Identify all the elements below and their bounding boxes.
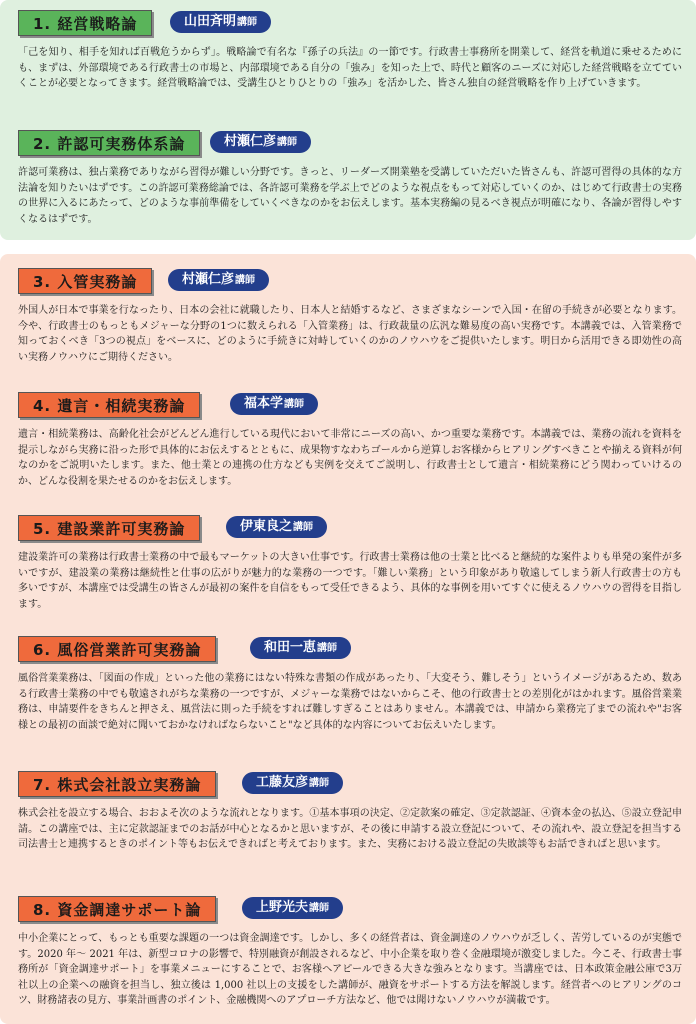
section-title: 6. 風俗営業許可実務論: [18, 636, 216, 662]
section-8: [18, 896, 682, 1009]
section-4: [18, 392, 682, 489]
lecturer-badge: [242, 772, 343, 794]
section-title: 8. 資金調達サポート論: [18, 896, 216, 922]
section-body: 建設業許可の業務は行政書士業務の中で最もマーケットの大きい仕事です。行政書士業務は他の士業と比べると継続的な案件よりも単発の案件が多いですが、建設業の業務は継続性と仕事の広がりが魅力的な業務の一つです。「難しい業務」という印象があり敬遠してしまう新人行政書士の方も多いですが、本講座では受講生の皆さんが最初の案件を自信をもって受任できるよう、具体的な事例を用いてすぐに使えるノウハウの習得を目指します。: [18, 552, 682, 610]
lecturer-suffix: 講師: [284, 399, 305, 410]
section-3: [18, 268, 682, 365]
section-body: 遺言・相続業務は、高齢化社会がどんどん進行している現代において非常にニーズの高い、かつ重要な業務です。本講義では、業務の流れを資料を提示しながら実務に沿った形で具体的にお伝えするとともに、成果物すなわちゴールから逆算しお客様からヒアリングすべきことや揃える資料が何なのかをご説明いたします。また、他士業との連携の仕方なども実例を交えてご説明し、行政書士として遺言・相続業務にどう関わっていけるのか、どんな役割を果たせるのかをお伝えします。: [18, 429, 682, 487]
lecturer-badge: [250, 637, 351, 659]
section-1: [18, 10, 682, 92]
lecturer-name: 伊東良之: [240, 519, 293, 534]
section-body: 中小企業にとって、もっとも重要な課題の一つは資金調達です。しかし、多くの経営者は、資金調達のノウハウが乏しく、苦労しているのが実態です。2020 年～ 2021 年は、新型コロナの影響で、特別融資が創設されるなど、中小企業を取り巻く金融環境が激変しました。今こそ、行政書士事務所が「資金調達サポート」を事業メニューにすることで、お客様へアピールできる大きな強みとなります。当講座では、日本政策金融公庫で3万社以上の企業への融資を担当し、独立後は 1,000 社以上の支援をした講師が、融資をサポートする方法を解説します。経営者へのヒアリングのコツ、財務諸表の見方、事業計画書のポイント、金融機関へのアプローチ方法など、他では聞けないノウハウが満載です。: [18, 933, 682, 1006]
lecturer-name: 村瀬仁彦: [224, 134, 277, 149]
section-2: [18, 130, 682, 227]
section-body: 株式会社を設立する場合、おおよそ次のような流れとなります。①基本事項の決定、②定款案の確定、③定款認証、④資本金の払込、⑤設立登記申請。この講座では、主に定款認証までのお話が中心となるかと思いますが、その後に申請する設立登記について、その流れや、設立登記を担当する司法書士と連携するときのポイント等もお伝えできればと考えております。また、実務における設立登記の失敗談等もお話できればと思います。: [18, 808, 682, 850]
section-title: 3. 入管実務論: [18, 268, 152, 294]
lecturer-badge: [168, 269, 269, 291]
lecturer-suffix: 講師: [237, 17, 258, 28]
section-title: 4. 遺言・相続実務論: [18, 392, 200, 418]
lecturer-badge: [226, 516, 327, 538]
section-body: 許認可業務は、独占業務でありながら習得が難しい分野です。きっと、リーダーズ開業塾を受講していただいた皆さんも、許認可習得の具体的な方法論を知りたいはずです。この許認可業務総論では、各許認可業務を学ぶ上でどのような視点をもって対応していくのか、はじめて行政書士の実務の世界に入るにあたって、どのような事前準備をしていくべきなのかをお伝えします。基本実務編の見るべき視点が明確になり、各論が習得しやすくなるはずです。: [18, 167, 682, 225]
section-body: 風俗営業業務は、「図面の作成」といった他の業務にはない特殊な書類の作成があったり、「大変そう、難しそう」というイメージがあるため、数ある行政書士業務の中でも敬遠されがちな業務の一つですが、メジャーな業務ではないからこそ、他の行政書士との差別化がはかれます。風俗営業業務は、申請要件をきちんと押さえ、風営法に則った手続をすれば難しすぎることはありません。本講義では、申請から業務完了までの流れや"お客様との最初の面談で絶対に聞いておかなければならないこと"など具体的な内容についてお伝えいたします。: [18, 673, 682, 731]
lecturer-suffix: 講師: [235, 275, 256, 286]
section-title: 1. 経営戦略論: [18, 10, 152, 36]
section-7: [18, 771, 682, 853]
section-body: 外国人が日本で事業を行なったり、日本の会社に就職したり、日本人と結婚するなど、さまざまなシーンで入国・在留の手続きが必要となります。今や、行政書士のもっともメジャーな分野の1つに数えられる「入管業務」は、行政裁量の広汎な難易度の高い実務です。本講義では、入管業務で知っておくべき「3つの視点」をベースに、どのように手続きに対峙していくのかのノウハウをご提供いたします。明日から活用できる即効性の高い実務ノウハウにご期待ください。: [18, 305, 682, 363]
lecturer-name: 工藤友彦: [256, 775, 309, 790]
lecturer-suffix: 講師: [277, 137, 298, 148]
section-title: 5. 建設業許可実務論: [18, 515, 200, 541]
lecturer-badge: [210, 131, 311, 153]
lecturer-name: 上野光夫: [256, 900, 309, 915]
section-6: [18, 636, 682, 733]
lecturer-badge: [170, 11, 271, 33]
lecturer-suffix: 講師: [309, 778, 330, 789]
lecturer-badge: [242, 897, 343, 919]
lecturer-suffix: 講師: [293, 522, 314, 533]
lecturer-name: 山田斉明: [184, 14, 237, 29]
section-5: [18, 515, 682, 612]
section-title: 7. 株式会社設立実務論: [18, 771, 216, 797]
lecturer-badge: [230, 393, 318, 415]
lecturer-name: 福本学: [244, 396, 284, 411]
lecturer-name: 村瀬仁彦: [182, 272, 235, 287]
section-body: 「己を知り、相手を知れば百戦危うからず」。戦略論で有名な『孫子の兵法』の一節です。行政書士事務所を開業して、経営を軌道に乗せるためにも、まずは、外部環境である行政書士の市場と、内部環境である自分の「強み」を知った上で、時代と顧客のニーズに対応した経営戦略を立てていくことが必要となってきます。経営戦略論では、受講生ひとりひとりの「強み」を活かした、皆さん独自の経営戦略を作り上げていきます。: [18, 47, 682, 89]
section-title: 2. 許認可実務体系論: [18, 130, 200, 156]
lecturer-name: 和田一恵: [264, 640, 317, 655]
lecturer-suffix: 講師: [317, 643, 338, 654]
lecturer-suffix: 講師: [309, 903, 330, 914]
